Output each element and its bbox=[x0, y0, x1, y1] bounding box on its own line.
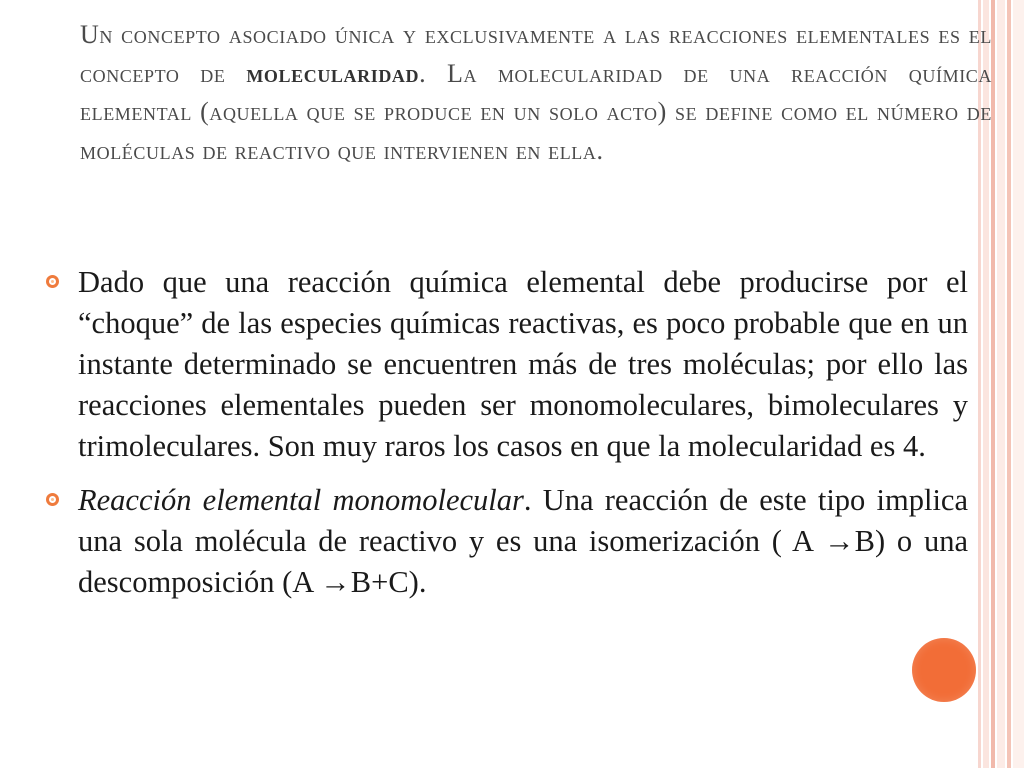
decorative-stripe bbox=[1007, 0, 1011, 768]
title-text-part1: Un concepto asociado única y exclusivamente a las reacciones elementales es el concepto de bbox=[80, 20, 992, 88]
decorative-stripe bbox=[1013, 0, 1024, 768]
bullet-list bbox=[46, 262, 968, 616]
title-bold-term: molecularidad bbox=[246, 58, 420, 88]
bullet-ring-icon bbox=[46, 275, 59, 288]
decorative-circle bbox=[912, 638, 976, 702]
title-text-part2: . La molecularidad de una reacción química elemental (aquella que se produce en un solo acto) se define como el número de moléculas de reactivo que intervienen en ella. bbox=[80, 58, 992, 165]
slide-title bbox=[80, 16, 992, 170]
decorative-stripe bbox=[997, 0, 1005, 768]
bullet-item bbox=[46, 480, 968, 603]
bullet-text: Dado que una reacción química elemental debe producirse por el “choque” de las especies químicas reactivas, es poco probable que en un instante determinado se encuentren más de tres moléculas; por ello las reacciones elementales pueden ser monomoleculares, bimoleculares y trimoleculares. Son muy raros los casos en que la molecularidad es 4. bbox=[78, 265, 968, 463]
bullet-text: . Una reacción de este tipo implica una sola molécula de reactivo y es una isomerización ( A →B) o una descomposición (A →B+C). bbox=[78, 483, 968, 599]
bullet-item bbox=[46, 262, 968, 467]
bullet-ring-icon bbox=[46, 493, 59, 506]
bullet-italic-term: Reacción elemental monomolecular bbox=[78, 483, 524, 517]
